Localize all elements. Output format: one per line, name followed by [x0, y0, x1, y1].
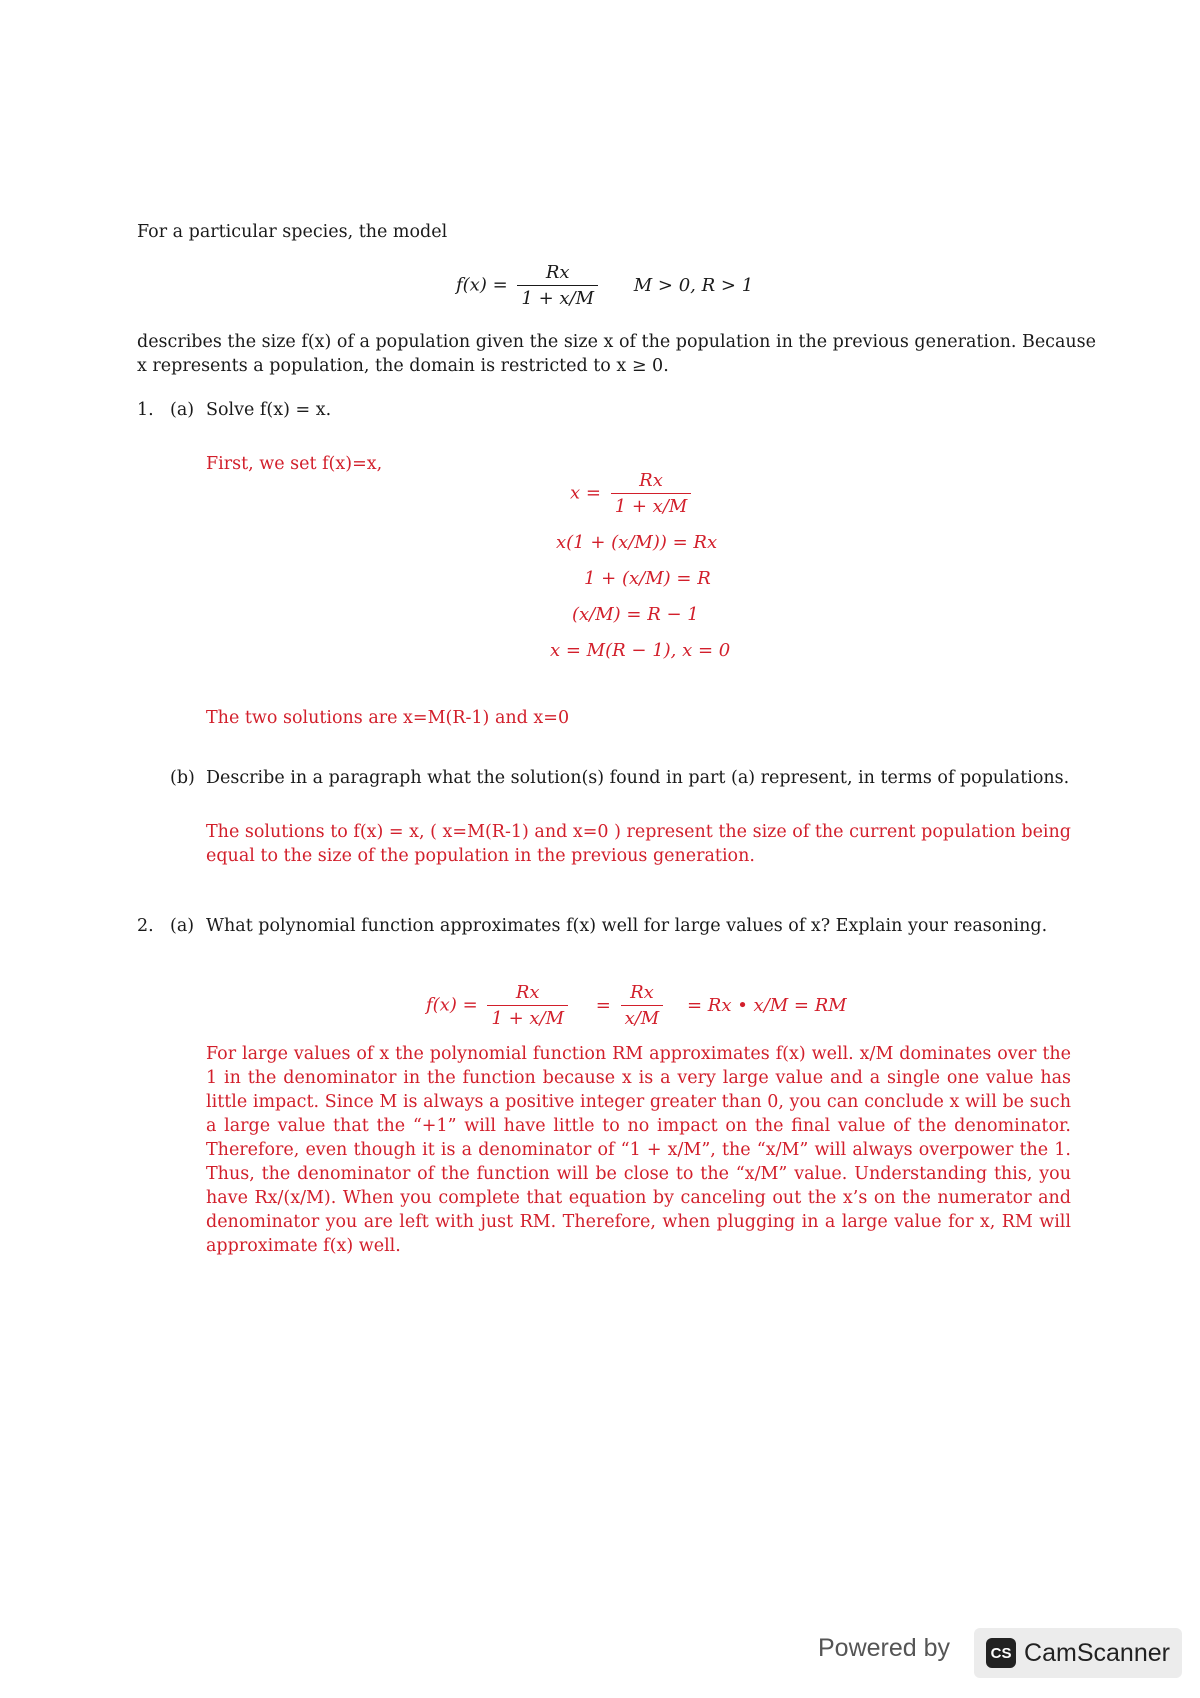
model-eq-fraction [517, 262, 598, 309]
q1a-question: Solve f(x) = x. [206, 400, 332, 420]
q1a-answer-intro: First, we set f(x)=x, [206, 454, 383, 474]
camscanner-badge [974, 1628, 1182, 1678]
q1b-label: (b) [170, 768, 195, 788]
q1-step-2: x(1 + (x/M)) = Rx [556, 532, 718, 553]
q2-equation [426, 982, 847, 1029]
q1b-question: Describe in a paragraph what the solution(s) found in part (a) represent, in terms of populations. [206, 768, 1070, 788]
q1-step1-lhs: x = [570, 482, 601, 504]
model-eq-denominator: 1 + x/M [517, 285, 598, 309]
q2a-label: (a) [170, 916, 195, 936]
q1a-label: (a) [170, 400, 195, 420]
intro-description-line2: x represents a population, the domain is restricted to x ≥ 0. [137, 356, 669, 376]
q2a-answer: For large values of x the polynomial function RM approximates f(x) well. x/M dominates over the 1 in the denominator in the function because x is a very large value and a single one value has little impact. Since M is always a positive integer greater than 0, you can conclude x will be such a large value that the “+1” will have little to no impact on the final value of the denominator. Therefore, even though it is a denominator of “1 + x/M”, the “x/M” will always overpower the 1. Thus, the denominator of the function will be close to the “x/M” value. Understanding this, you have Rx/(x/M). When you complete that equation by canceling out the x’s on the numerator and denominator you are left with just RM. Therefore, when plugging in a large value for x, RM will approximate f(x) well. [206, 1044, 1071, 1256]
camscanner-logo-icon: CS [986, 1638, 1016, 1668]
q2-eq-equals: = [595, 994, 611, 1016]
model-equation [456, 262, 753, 309]
camscanner-brand: CamScanner [1024, 1638, 1170, 1667]
q2-number: 2. [137, 916, 154, 936]
intro-description-line1: describes the size f(x) of a population given the size x of the population in the previous generation. Because [137, 332, 1097, 352]
q2-eq-lhs: f(x) = [426, 994, 478, 1016]
q2-eq-fraction-1 [487, 982, 568, 1029]
q1-step-5: x = M(R − 1), x = 0 [550, 640, 731, 661]
q1-step1-numerator: Rx [639, 470, 663, 491]
q1b-answer: The solutions to f(x) = x, ( x=M(R-1) and x=0 ) represent the size of the current population being equal to the size of the population in the previous generation. [206, 822, 1071, 866]
model-eq-numerator: Rx [545, 262, 570, 283]
q2-eq-denominator-2: x/M [621, 1005, 664, 1029]
q1-step1-denominator: 1 + x/M [611, 493, 692, 517]
powered-by-text: Powered by [818, 1634, 951, 1662]
q1-step-3: 1 + (x/M) = R [584, 568, 711, 589]
q2-eq-denominator-1: 1 + x/M [487, 1005, 568, 1029]
q1-step1-fraction [611, 470, 692, 517]
intro-line: For a particular species, the model [137, 222, 448, 242]
q1-step-1 [570, 470, 695, 517]
q1a-conclusion: The two solutions are x=M(R-1) and x=0 [206, 708, 570, 728]
q2a-question: What polynomial function approximates f(x) well for large values of x? Explain your reasoning. [206, 916, 1048, 936]
model-eq-lhs: f(x) = [456, 274, 508, 296]
q2-eq-fraction-2 [621, 982, 664, 1029]
q2-eq-numerator-1: Rx [515, 982, 540, 1003]
q1-number: 1. [137, 400, 154, 420]
model-eq-condition: M > 0, R > 1 [633, 274, 754, 296]
q1-step-4: (x/M) = R − 1 [572, 604, 699, 625]
q2-eq-rhs: = Rx • x/M = RM [686, 994, 847, 1016]
q2-eq-numerator-2: Rx [630, 982, 654, 1003]
